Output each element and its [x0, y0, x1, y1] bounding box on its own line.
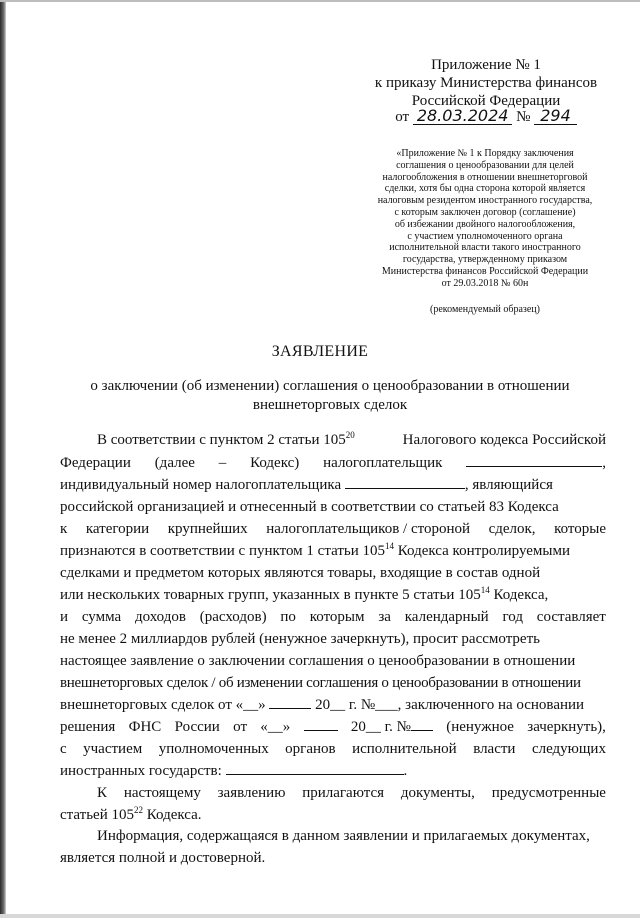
text-fragment: является полной и достоверной.	[60, 850, 266, 866]
body-line-12	[60, 673, 606, 693]
document-title: ЗАЯВЛЕНИЕ	[271, 343, 369, 360]
text-fragment: .	[403, 763, 408, 779]
text-fragment: Кодекса контролируемыми	[394, 543, 571, 559]
text-fragment: иностранных государств:	[60, 763, 222, 779]
text-fragment: 20	[345, 430, 355, 440]
note-line-1: «Приложение № 1 к Порядку заключения	[396, 148, 574, 159]
handwritten-date: 28.03.2024	[413, 108, 513, 125]
text-fragment: доходов	[134, 609, 186, 625]
text-fragment: сумма	[81, 609, 122, 625]
text-fragment: от	[233, 719, 247, 735]
text-fragment: Налогового кодекса Российской	[402, 432, 606, 448]
handwritten-number: 294	[534, 108, 577, 125]
text-fragment: (ненужное	[446, 719, 514, 735]
text-fragment: год	[502, 609, 523, 625]
text-fragment: предусмотренные	[491, 785, 606, 801]
text-fragment: прилагаются	[302, 785, 385, 801]
text-fragment: не менее 2 миллиардов рублей (ненужное зачеркнуть), просит рассмотреть	[60, 631, 540, 647]
text-fragment: К	[97, 785, 108, 801]
text-fragment: (далее	[154, 455, 195, 471]
body-line-7	[60, 563, 606, 583]
text-fragment: 20__ г. №	[350, 719, 411, 735]
note-line-3: налогообложения в отношении внешнеторговой	[382, 171, 588, 183]
note-line-11: Министерства финансов Российской Федерации	[381, 266, 589, 277]
scan-bottom-edge	[0, 914, 640, 918]
note-line-12: от 29.03.2018 № 60н	[441, 277, 529, 289]
body-line-13	[60, 695, 606, 715]
body-line-1	[97, 430, 606, 450]
text-fragment: Информация, содержащаяся в данном заявлении и прилагаемых документах,	[97, 828, 590, 844]
text-fragment: органов	[285, 741, 336, 757]
sample-note: (рекомендуемый образец)	[430, 304, 540, 315]
ministry-name: Российской Федерации	[411, 93, 561, 109]
body-line-11	[60, 651, 606, 671]
order-date-line	[360, 108, 612, 127]
note-line-10: государства, утвержденному приказом	[402, 254, 568, 266]
subtitle-line-2: внешнеторговых сделок	[252, 397, 408, 413]
note-line-8: с участием уполномоченного органа	[407, 230, 563, 242]
text-fragment: России	[174, 719, 220, 735]
subtitle-line-1: о заключении (об изменении) соглашения о ценообразовании в отношении	[90, 378, 570, 394]
text-fragment: категории	[85, 521, 150, 537]
text-fragment: настоящему	[123, 785, 201, 801]
body-line-15	[60, 739, 606, 759]
text-fragment: российской организацией и отнесенный в соответствии со статьей 83 Кодекса	[60, 499, 559, 515]
text-fragment: власти	[473, 741, 516, 757]
text-fragment: «__»	[260, 719, 291, 735]
text-fragment: Федерации	[60, 455, 131, 471]
taxpayer-blank[interactable]	[466, 453, 602, 467]
text-fragment: 14	[385, 541, 395, 551]
text-fragment: с	[60, 741, 67, 757]
text-fragment: к	[60, 521, 68, 537]
body-line-18	[60, 805, 606, 825]
body-line-20	[60, 848, 606, 868]
body-line-10	[60, 629, 606, 649]
text-fragment: настоящее заявление о заключении соглашения о ценообразовании в отношении	[60, 653, 576, 669]
note-line-4: сделки, хотя бы одна сторона которой является	[384, 183, 586, 195]
text-fragment: Кодекса.	[143, 807, 202, 823]
text-fragment: В соответствии с пунктом 2 статьи 105	[97, 432, 346, 448]
text-fragment: индивидуальный номер налогоплательщика	[60, 477, 342, 493]
body-line-8	[60, 585, 606, 605]
text-fragment: (расходов)	[199, 609, 267, 625]
note-line-9: исполнительной власти такого иностранного	[389, 242, 581, 254]
body-line-19	[97, 826, 640, 846]
text-fragment: заявлению	[217, 785, 286, 801]
text-fragment: исполнительной	[352, 741, 457, 757]
text-fragment: решения	[60, 719, 116, 735]
text-fragment: участием	[83, 741, 143, 757]
number-sign: №	[516, 109, 531, 125]
body-line-16	[60, 761, 606, 781]
text-fragment: составляет	[536, 609, 606, 625]
text-fragment: которым	[309, 609, 365, 625]
note-line-7: об избежании двойного налогообложения,	[394, 218, 576, 230]
body-line-2: Федерации (далее – Кодекс) налогоплательщик ,	[60, 455, 606, 471]
text-fragment: за	[378, 609, 391, 625]
text-fragment: которые	[554, 521, 606, 537]
text-fragment: по	[280, 609, 296, 625]
text-fragment: внешнеторговых сделок от «__»	[60, 697, 266, 713]
text-fragment: 20__ г. №___, заключенного на основании	[315, 697, 585, 713]
decision-number-blank[interactable]	[411, 717, 433, 731]
body-line-17	[97, 783, 606, 803]
inn-blank[interactable]	[345, 475, 465, 489]
text-fragment: документы,	[400, 785, 475, 801]
body-line-9	[60, 607, 606, 627]
text-fragment: внешнеторговых сделок / об изменении соглашения о ценообразовании в отношении	[60, 675, 581, 691]
text-fragment: или нескольких товарных групп, указанных в пункте 5 статьи 105	[60, 587, 481, 603]
text-fragment: и	[60, 609, 69, 625]
order-ref: к приказу Министерства финансов	[374, 75, 598, 91]
text-fragment: сделками и предметом которых являются товары, входящие в состав одной	[60, 565, 541, 581]
text-fragment: ФНС	[128, 719, 162, 735]
text-fragment: Кодекс)	[250, 455, 300, 471]
body-line-14	[60, 717, 606, 737]
text-fragment: статьей 105	[60, 807, 134, 823]
agreement-month-blank[interactable]	[269, 695, 311, 709]
text-fragment: крупнейших	[167, 521, 248, 537]
note-line-2: соглашения о ценообразовании для целей	[396, 159, 574, 171]
text-fragment: налогоплательщик	[323, 455, 443, 471]
decision-month-blank[interactable]	[304, 717, 338, 731]
body-line-5	[60, 519, 606, 539]
text-fragment: сделок,	[488, 521, 536, 537]
appendix-title: Приложение № 1	[431, 57, 541, 73]
body-line-4	[60, 497, 606, 517]
note-line-6: с которым заключен договор (соглашение)	[394, 207, 576, 218]
note-line-5: налоговым резидентом иностранного государства,	[377, 195, 593, 207]
scan-top-edge	[0, 0, 640, 2]
text-fragment: уполномоченных	[158, 741, 269, 757]
text-fragment: 14	[480, 585, 490, 595]
text-fragment: налогоплательщиков / стороной	[266, 521, 471, 537]
scan-left-edge	[0, 0, 6, 918]
body-line-6	[60, 541, 606, 561]
text-fragment: следующих	[531, 741, 606, 757]
text-fragment: календарный	[404, 609, 489, 625]
text-fragment: 22	[134, 805, 143, 815]
text-fragment: , являющийся	[464, 477, 553, 493]
foreign-states-blank[interactable]	[226, 761, 404, 775]
body-line-3	[60, 475, 606, 495]
text-fragment: –	[218, 455, 227, 471]
date-prefix: от	[395, 109, 410, 125]
text-fragment: зачеркнуть),	[527, 719, 606, 735]
text-fragment: Кодекса,	[489, 587, 549, 603]
text-fragment: признаются в соответствии с пунктом 1 статьи 105	[60, 543, 386, 559]
